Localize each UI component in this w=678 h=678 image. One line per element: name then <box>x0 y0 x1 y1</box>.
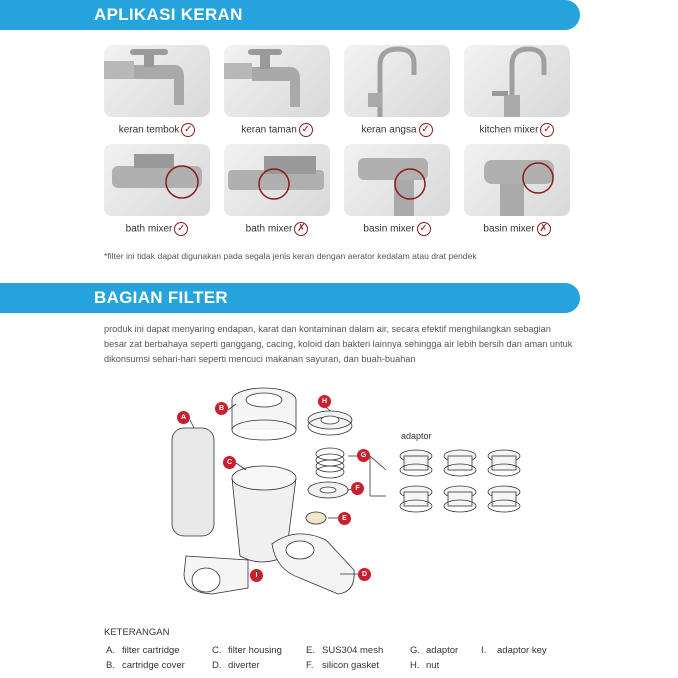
faucet-label: basin mixer <box>363 223 415 235</box>
legend-item-f <box>306 660 379 671</box>
section-title: BAGIAN FILTER <box>94 288 228 307</box>
check-icon: ✓ <box>181 123 195 137</box>
adaptors-group <box>400 450 520 512</box>
faucet-label: keran angsa <box>361 124 417 136</box>
check-icon: ✓ <box>299 123 313 137</box>
legend-key: G. <box>410 645 421 656</box>
legend-key: C. <box>212 645 222 656</box>
faucet-label: kitchen mixer <box>479 124 539 136</box>
legend-label: diverter <box>228 660 260 671</box>
legend-title: KETERANGAN <box>104 627 170 638</box>
faucet-label: keran taman <box>241 124 297 136</box>
badge-f: F <box>351 482 364 495</box>
legend-item-h <box>410 660 439 671</box>
legend-key: E. <box>306 645 315 656</box>
legend-label: nut <box>426 660 440 671</box>
legend-label: SUS304 mesh <box>322 645 384 656</box>
check-icon: ✓ <box>174 222 188 236</box>
compatibility-note: *filter ini tidak dapat digunakan pada segala jenis keran dengan aerator kedalam atau drat pendek <box>104 251 477 261</box>
product-description: produk ini dapat menyaring endapan, karat dan kontaminan dalam air, secara efektif menghilangkan sebagian besar zat berbahaya seperti ganggang, cacing, koloid dan bakteri lainnya sehingga air lebih bersih dan aman untuk dikonsumsi sehari-hari seperti mencuci makanan sayuran, dan buah-buahan <box>104 324 573 364</box>
check-icon: ✓ <box>540 123 554 137</box>
legend-key: D. <box>212 660 222 671</box>
legend-key: I. <box>481 645 487 656</box>
badge-c: C <box>223 456 236 469</box>
faucet-label: keran tembok <box>118 124 180 136</box>
badge-b: B <box>215 402 228 415</box>
faucet-label: bath mixer <box>125 223 173 235</box>
legend-item-i <box>481 645 547 656</box>
badge-g: G <box>357 449 370 462</box>
check-icon: ✓ <box>417 222 431 236</box>
legend-item-b <box>106 660 185 671</box>
badge-e: E <box>338 512 351 525</box>
legend-label: adaptor <box>426 645 459 656</box>
legend-label: cartridge cover <box>122 660 185 671</box>
legend-label: filter housing <box>228 645 282 656</box>
legend-item-c <box>212 645 282 656</box>
faucet-label: bath mixer <box>245 223 293 235</box>
legend-item-e <box>306 645 383 656</box>
badge-a: A <box>177 411 190 424</box>
mesh-shape <box>306 512 326 524</box>
legend-key: F. <box>306 660 314 671</box>
cross-icon: ✗ <box>537 222 551 236</box>
legend-item-a <box>106 645 180 656</box>
badge-i: I <box>250 569 263 582</box>
section-title: APLIKASI KERAN <box>94 5 243 24</box>
badge-d: D <box>358 568 371 581</box>
faucet-label: basin mixer <box>483 223 535 235</box>
filter-cartridge-shape <box>172 428 214 536</box>
legend-label: filter cartridge <box>122 645 180 656</box>
legend-label: silicon gasket <box>322 660 380 671</box>
legend-item-g <box>410 645 458 656</box>
cross-icon: ✗ <box>294 222 308 236</box>
check-icon: ✓ <box>419 123 433 137</box>
legend-item-d <box>212 660 260 671</box>
diverter-shape <box>272 534 354 594</box>
legend-key: A. <box>106 645 115 656</box>
badge-h: H <box>318 395 331 408</box>
legend-key: B. <box>106 660 115 671</box>
adaptor-label: adaptor <box>401 431 432 441</box>
legend-key: H. <box>410 660 420 671</box>
legend-label: adaptor key <box>497 645 547 656</box>
